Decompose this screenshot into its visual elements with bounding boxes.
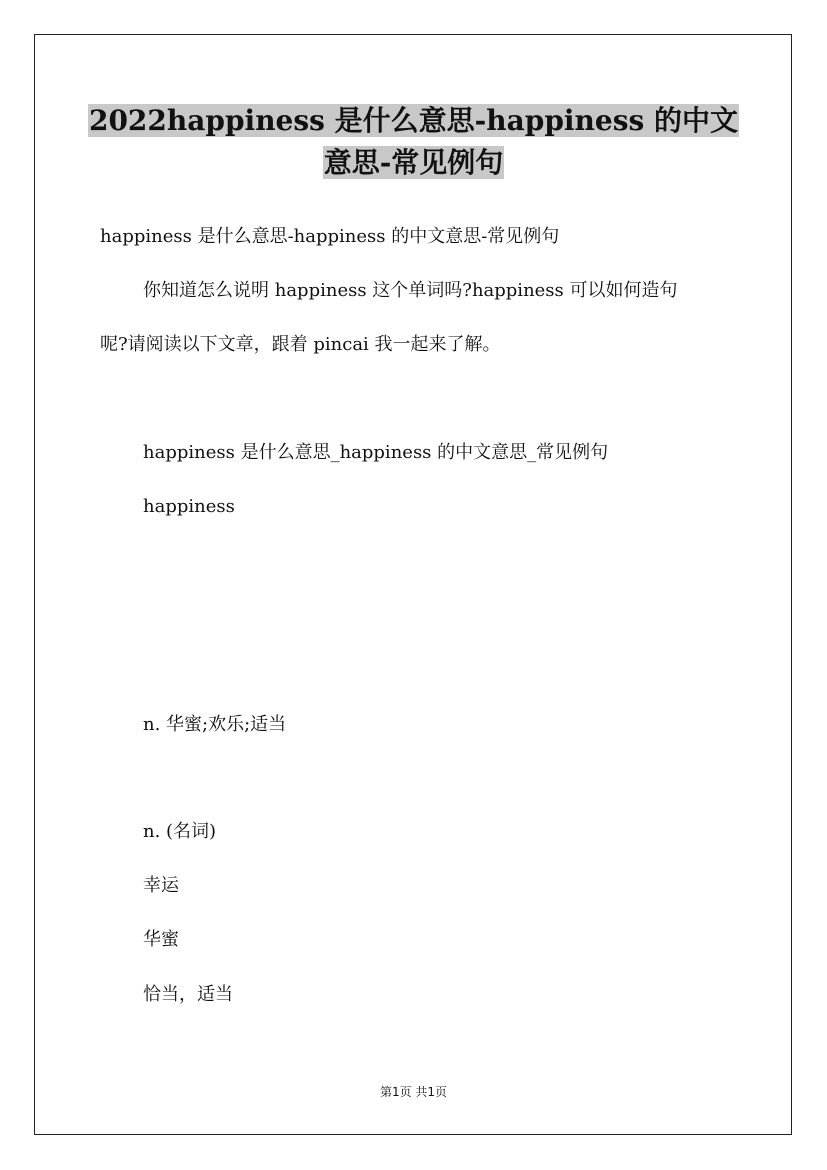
title-line-1: 2022happiness 是什么意思-happiness 的中文 — [88, 104, 739, 137]
meaning-item: 恰当，适当 — [143, 984, 233, 1005]
definition-summary: n. 华蜜;欢乐;适当 — [143, 714, 287, 735]
subtitle-paragraph: happiness 是什么意思-happiness 的中文意思-常见例句 — [100, 226, 560, 247]
intro-paragraph-line-1: 你知道怎么说明 happiness 这个单词吗?happiness 可以如何造句 — [143, 280, 678, 301]
intro-paragraph-line-2: 呢?请阅读以下文章，跟着 pincai 我一起来了解。 — [100, 334, 501, 355]
page-footer: 第1页 共1页 — [379, 1085, 448, 1099]
title-line-2: 意思-常见例句 — [323, 146, 504, 179]
meaning-item: 幸运 — [143, 875, 179, 896]
page-border — [34, 34, 792, 1135]
part-of-speech: n. (名词) — [143, 821, 217, 842]
meaning-item: 华蜜 — [143, 929, 179, 950]
document-title — [80, 100, 747, 184]
section-heading: happiness 是什么意思_happiness 的中文意思_常见例句 — [143, 442, 609, 463]
headword: happiness — [143, 496, 235, 517]
